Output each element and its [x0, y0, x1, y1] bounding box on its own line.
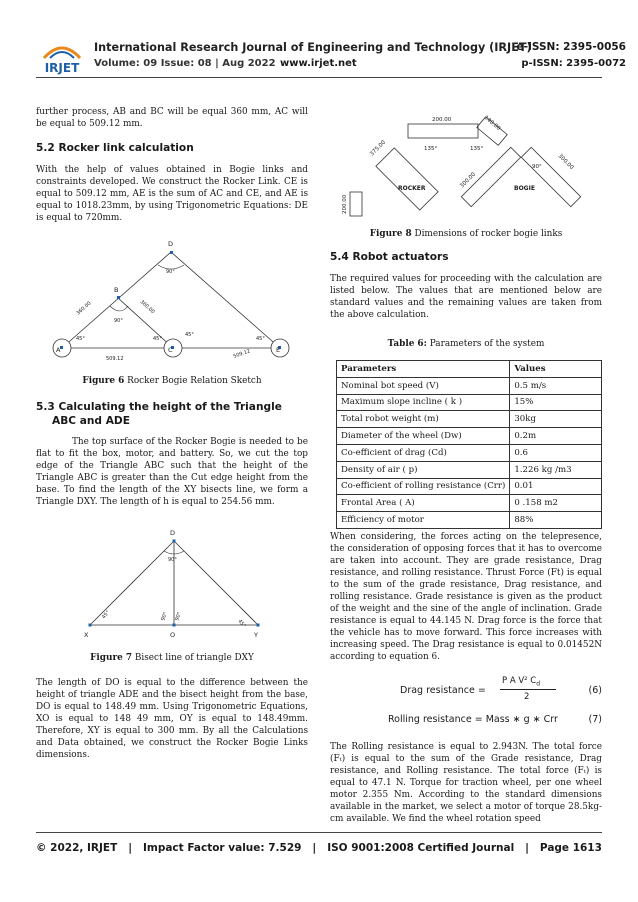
section-5-4	[330, 251, 602, 321]
cell-value: 30kg	[510, 411, 602, 428]
eq6-denominator: 2	[524, 692, 530, 702]
table-row	[337, 512, 602, 529]
table-row	[337, 495, 602, 512]
angle-d: 90°	[166, 269, 175, 275]
section-5-4-heading: 5.4 Robot actuators	[330, 251, 449, 263]
cell-parameter: Diameter of the wheel (Dw)	[337, 428, 510, 445]
cell-value: 0.6	[510, 444, 602, 461]
journal-logo	[36, 36, 88, 76]
volume-issue: Volume: 09 Issue: 08 | Aug 2022	[94, 58, 276, 69]
angle-a: 45°	[76, 336, 85, 342]
cell-parameter: Maximum slope incline ( k )	[337, 394, 510, 411]
dim-rocker-2: 140.00	[482, 114, 502, 132]
section-5-3-heading: 5.3 Calculating the height of the Triangle ABC and ADE	[36, 401, 282, 427]
angle-b: 90°	[114, 318, 123, 324]
footer-copyright: © 2022, IRJET	[36, 842, 118, 854]
line-ad	[62, 252, 171, 348]
figure-8-caption: Figure 8 Dimensions of rocker bogie links	[369, 229, 563, 239]
dim-ab: 360.00	[75, 300, 93, 317]
header-parameters: Parameters	[337, 361, 510, 378]
footer-impact-factor: Impact Factor value: 7.529	[142, 842, 302, 854]
label-o: O	[170, 631, 176, 639]
final-paragraph: The Rolling resistance is equal to 2.943N. The total force (Fₜ) is equal to the sum of the Grade resistance, Drag resistance, and Rolling resistance. The total force (Fₜ) is equal to 47.1 N. Torque for traction wheel, per one wheel motor 2.355 Nm. According to the standard dimensions available in the market, we select a motor of torque 28.5kg-cm available. We find the wheel rotation speed	[330, 742, 602, 824]
logo-text: IRJET	[44, 61, 80, 75]
label-x: X	[84, 631, 89, 639]
eq7-number: (7)	[588, 714, 602, 725]
figure-7-bisect-triangle	[78, 527, 278, 642]
header-rule	[36, 77, 602, 78]
cell-parameter: Total robot weight (m)	[337, 411, 510, 428]
eq6-lhs: Drag resistance =	[400, 685, 486, 696]
dim-ce: 509.12	[232, 348, 252, 360]
label-a: A	[56, 346, 61, 354]
equation-7	[388, 714, 602, 730]
table-row	[337, 478, 602, 495]
table-6-caption: Table 6: Parameters of the system	[387, 339, 545, 349]
table-header-row	[337, 361, 602, 378]
dim-rocker-1: 375.00	[369, 139, 388, 158]
dim-top: 200.00	[432, 117, 452, 123]
section-5-2-heading: 5.2 Rocker link calculation	[36, 142, 194, 154]
label-c: C	[168, 346, 173, 354]
figure-8-rocker-bogie-dimensions	[336, 110, 602, 222]
cell-parameter: Nominal bot speed (V)	[337, 377, 510, 394]
table-row	[337, 394, 602, 411]
line-dy	[174, 541, 258, 625]
angle-1: 135°	[424, 146, 438, 152]
angle-y: 45°	[236, 618, 247, 630]
label-bogie: BOGIE	[514, 185, 535, 192]
cell-value: 0.5 m/s	[510, 377, 602, 394]
left-column	[36, 106, 308, 224]
cell-value: 15%	[510, 394, 602, 411]
cell-parameter: Frontal Area ( A)	[337, 495, 510, 512]
angle-x: 45°	[100, 609, 112, 621]
cell-value: 88%	[510, 512, 602, 529]
angle-2: 135°	[470, 146, 484, 152]
dim-bogie-2: 300.00	[556, 153, 575, 172]
table-row	[337, 444, 602, 461]
eq6-number: (6)	[588, 685, 602, 696]
label-d: D	[168, 240, 174, 248]
figure-6-caption: Figure 6 Rocker Bogie Relation Sketch	[82, 376, 262, 386]
line-dx	[90, 541, 174, 625]
section-5-3-paragraph-2: The length of DO is equal to the difference between the height of triangle ADE and the bisect height from the base, DO is equal to 148.49 mm. Using Trigonometric Equations, XO is equal to 148 49 mm, OY is equal to 148.49mm. Therefore, XY is equal to 300 mm. By all the Calculations and Data obtained, we construct the Rocker Bogie Links dimensions.	[36, 678, 308, 760]
label-b: B	[114, 286, 119, 294]
section-5-4-paragraph: The required values for proceeding with the calculation are listed below. The values that are mentioned below are standard values and the remaining values are taken from the above calculation.	[330, 274, 602, 320]
dim-bogie-1: 300.00	[459, 171, 478, 190]
footer	[36, 842, 602, 854]
angle-c2: 45°	[185, 332, 194, 338]
figure-6-rocker-bogie-sketch	[48, 240, 298, 365]
label-e: E	[276, 346, 281, 354]
cell-value: 0.01	[510, 478, 602, 495]
angle-o1: 90°	[160, 611, 169, 622]
cell-parameter: Density of air ( p)	[337, 461, 510, 478]
eq6-fraction-bar	[500, 689, 556, 690]
angle-d: 90°	[168, 557, 177, 563]
dim-ac: 509.12	[106, 356, 124, 362]
header-values: Values	[510, 361, 602, 378]
dim-bc: 360.00	[138, 299, 156, 316]
section-5-3	[36, 400, 308, 508]
e-issn: e-ISSN: 2395-0056	[516, 41, 626, 53]
cell-value: 1.226 kg /m3	[510, 461, 602, 478]
equation-6	[400, 676, 602, 706]
rocker-foot	[350, 192, 362, 216]
journal-title: International Research Journal of Engineering and Technology (IRJET)	[94, 41, 532, 54]
label-y: Y	[254, 631, 258, 639]
journal-url[interactable]: www.irjet.net	[280, 58, 357, 69]
footer-rule	[36, 832, 602, 833]
footer-iso: ISO 9001:2008 Certified Journal	[327, 842, 515, 854]
rocker-link-1	[376, 148, 438, 210]
figure-7-caption: Figure 7 Bisect line of triangle DXY	[90, 653, 254, 663]
cell-parameter: Efficiency of motor	[337, 512, 510, 529]
bogie-link-2	[521, 147, 580, 206]
intro-paragraph: further process, AB and BC will be equal 360 mm, AC will be equal to 509.12 mm.	[36, 107, 308, 129]
angle-c1: 45°	[153, 336, 162, 342]
eq7-body: Rolling resistance = Mass ∗ g ∗ Crr	[388, 714, 558, 725]
label-rocker: ROCKER	[398, 185, 426, 192]
footer-sep: |	[312, 842, 317, 854]
label-d: D	[170, 529, 176, 537]
parameters-table	[336, 360, 602, 529]
table-row	[337, 461, 602, 478]
p-issn: p-ISSN: 2395-0072	[521, 58, 626, 69]
table-row	[337, 377, 602, 394]
dim-foot: 200.00	[342, 194, 348, 214]
cell-value: 0.2m	[510, 428, 602, 445]
footer-sep: |	[128, 842, 133, 854]
footer-page-number: Page 1613	[539, 842, 602, 854]
cell-value: 0 .158 m2	[510, 495, 602, 512]
cell-parameter: Co-efficient of rolling resistance (Crr)	[337, 478, 510, 495]
table-row	[337, 411, 602, 428]
table-row	[337, 428, 602, 445]
section-5-2-paragraph: With the help of values obtained in Bogie links and constraints developed. We construct the Rocker Link. CE is equal to 509.12 mm, AE is the sum of AC and CE, and AE is equal to 1018.23mm, by using Trigonometric Equations: DE is equal to 720mm.	[36, 165, 308, 223]
angle-o2: 90°	[174, 611, 183, 622]
footer-sep: |	[525, 842, 529, 854]
angle-3: 90°	[532, 164, 542, 170]
angle-e: 45°	[256, 336, 265, 342]
eq6-numerator: P A V² $C_d$	[502, 676, 541, 688]
rocker-top	[408, 124, 478, 138]
cell-parameter: Co-efficient of drag (Cd)	[337, 444, 510, 461]
forces-paragraph: When considering, the forces acting on the telepresence, the consideration of opposing forces that it has to overcome are taken into account. They are grade resistance, Drag resistance, and rolling resistance. Thrust Force (Ft) is equal to the sum of the grade resistance, Drag resistance, and rolling resistance. Grade resistance is given as the product of the weight and the sine of the angle of inclination. Grade resistance is equal to 44.145 N. Drag force is the force that the vehicle has to move forward. This force increases with increasing speed. The Drag resistance is equal to 0.01452N according to equation 6.	[330, 532, 602, 662]
section-5-3-paragraph: The top surface of the Rocker Bogie is needed to be flat to fit the box, motor, and battery. So, we cut the top edge of the Triangle ABC such that the height of the Triangle ABC is greater than the Cut edge height from the base. To find the length of the XY bisects line, we form a Triangle DXY. The length of h is equal to 254.56 mm.	[36, 437, 308, 507]
